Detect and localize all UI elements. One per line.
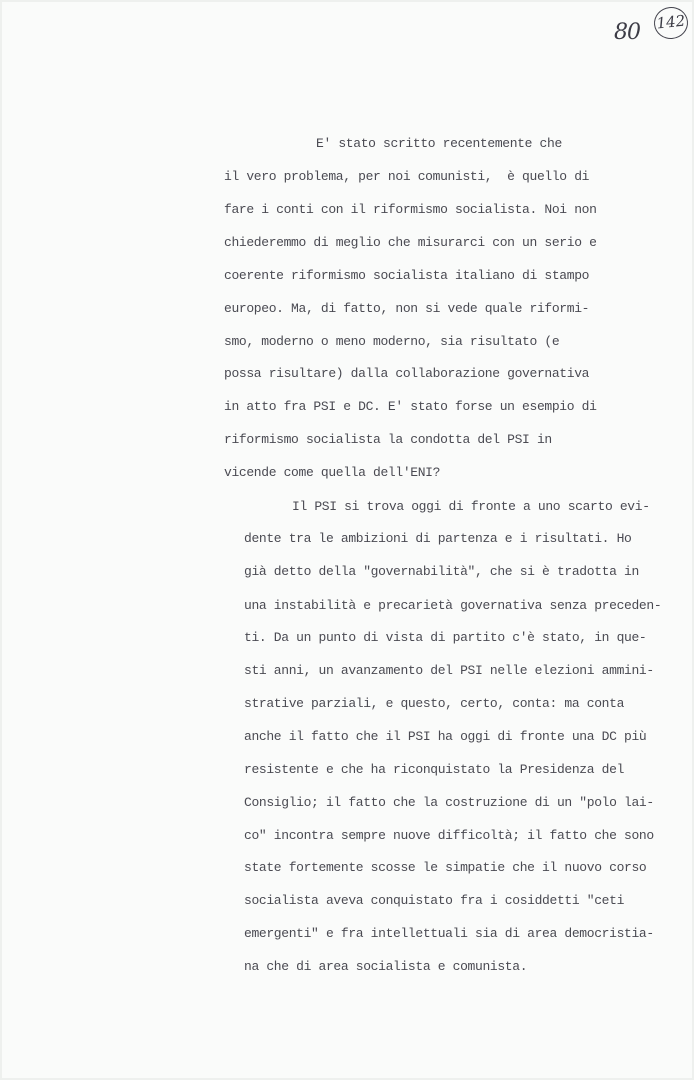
text-line: vicende come quella dell'ENI? xyxy=(224,465,441,480)
text-line: coerente riformismo socialista italiano di stampo xyxy=(224,268,590,283)
text-line: riformismo socialista la condotta del PSI in xyxy=(224,432,552,447)
text-line: chiederemmo di meglio che misurarci con un serio e xyxy=(224,235,597,250)
text-line: il vero problema, per noi comunisti, è quello di xyxy=(224,169,590,184)
text-line: socialista aveva conquistato fra i cosiddetti "ceti xyxy=(244,893,625,908)
text-line: possa risultare) dalla collaborazione governativa xyxy=(224,366,590,381)
text-line: sti anni, un avanzamento del PSI nelle elezioni ammini- xyxy=(244,663,654,678)
text-line: E' stato scritto recentemente che xyxy=(316,136,562,151)
text-line: ti. Da un punto di vista di partito c'è stato, in que- xyxy=(244,630,647,645)
text-line: co" incontra sempre nuove difficoltà; il fatto che sono xyxy=(244,828,654,843)
typewritten-text xyxy=(2,2,694,1080)
circled-page-stamp: 142 xyxy=(652,5,689,40)
text-line: già detto della "governabilità", che si è tradotta in xyxy=(244,564,639,579)
text-line: state fortemente scosse le simpatie che il nuovo corso xyxy=(244,860,647,875)
text-line: smo, moderno o meno moderno, sia risultato (e xyxy=(224,334,560,349)
text-line: emergenti" e fra intellettuali sia di area democristia- xyxy=(244,926,654,941)
text-line: dente tra le ambizioni di partenza e i risultati. Ho xyxy=(244,531,632,546)
handwritten-page-number: 80 xyxy=(614,20,640,45)
text-line: strative parziali, e questo, certo, conta: ma conta xyxy=(244,696,625,711)
text-line: una instabilità e precarietà governativa senza preceden- xyxy=(244,598,662,613)
text-line: na che di area socialista e comunista. xyxy=(244,959,528,974)
text-line: europeo. Ma, di fatto, non si vede quale riformi- xyxy=(224,301,590,316)
text-line: Consiglio; il fatto che la costruzione di un "polo lai- xyxy=(244,795,654,810)
text-line: Il PSI si trova oggi di fronte a uno scarto evi- xyxy=(292,499,650,514)
text-line: resistente e che ha riconquistato la Presidenza del xyxy=(244,762,625,777)
text-line: in atto fra PSI e DC. E' stato forse un esempio di xyxy=(224,399,597,414)
text-line: anche il fatto che il PSI ha oggi di fronte una DC più xyxy=(244,729,647,744)
text-line: fare i conti con il riformismo socialista. Noi non xyxy=(224,202,597,217)
